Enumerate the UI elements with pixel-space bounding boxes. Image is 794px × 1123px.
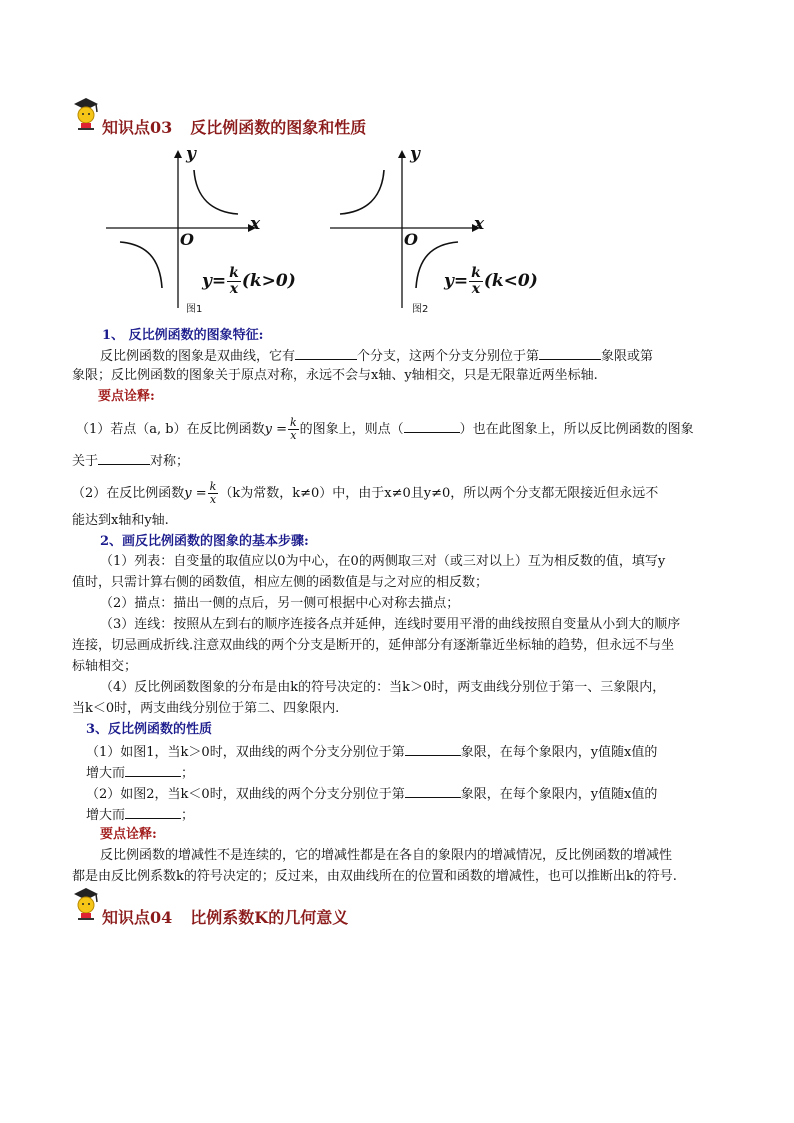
section-1-key-1-cont [72, 451, 189, 471]
key-1-text-a: （1）若点（a, b）在反比例函数 [76, 422, 265, 437]
figure-2-fraction [469, 266, 483, 297]
key-2-text-a: （2）在反比例函数 [72, 486, 185, 501]
symmetric-point-blank [404, 419, 460, 433]
section-2-line-8: 当k＜0时，两支曲线分别位于第二、四象限内. [72, 701, 340, 716]
kp03-icon [70, 96, 100, 132]
figure-2-condition: (k<0) [483, 271, 538, 291]
section-3-key-line-1: 反比例函数的增减性不是连续的，它的增减性都是在各自的象限内的增减情况，反比例函数的增减性 [100, 848, 673, 863]
kp03-heading: 反比例函数的图象和性质 [190, 118, 367, 137]
key-1-text-d: 关于 [72, 454, 99, 469]
figure-1-frac-den: x [229, 281, 239, 297]
key-1-text-e: 对称； [150, 454, 190, 469]
figure-1-formula [202, 266, 296, 297]
figure-1-frac-num: k [229, 265, 239, 281]
item-2-text-a: （2）如图2，当k＜0时，双曲线的两个分支分别位于第 [86, 787, 405, 802]
section-1-para-line-1 [100, 346, 653, 366]
section-1-key-2 [72, 481, 658, 506]
item-2-text-d: ； [181, 808, 195, 823]
symmetry-center-blank [98, 451, 150, 465]
kp03-title [102, 115, 366, 138]
k-positive-quadrant-blank [405, 742, 461, 756]
k-negative-quadrant-blank [405, 784, 461, 798]
item-1-text-b: 象限，在每个象限内，y值随x值的 [460, 745, 658, 760]
figure-1-x-label: x [250, 214, 261, 234]
figure-2-formula-lhs: y= [444, 271, 469, 291]
section-3-item-1 [86, 742, 657, 762]
figure-1-formula-lhs: y= [202, 271, 227, 291]
figure-2-caption: 图2 [412, 304, 429, 315]
section-2-line-1: （1）列表：自变量的取值应以0为中心，在0的两侧取三对（或三对以上）互为相反数的值，填写y [100, 554, 666, 569]
section-1-key-2-cont: 能达到x轴和y轴. [72, 513, 169, 528]
section-2-line-7: （4）反比例函数图象的分布是由k的符号决定的：当k＞0时，两支曲线分别位于第一、三象限内， [100, 680, 666, 695]
key-1-text-b: 的图象上，则点（ [299, 422, 404, 437]
section-2-heading: 2、画反比例函数的图象的基本步骤: [100, 534, 309, 549]
kp04-title [102, 905, 348, 928]
section-3-item-2-cont [86, 805, 194, 825]
section-3-item-2 [86, 784, 657, 804]
key-1-text-c: ）也在此图象上，所以反比例函数的图象 [459, 422, 694, 437]
section-2-line-2: 值时，只需计算右侧的函数值，相应左侧的函数值是与之对应的相反数； [72, 575, 489, 590]
key-2-text-b: （k为常数，k≠0）中，由于x≠0且y≠0，所以两个分支都无限接近但永远不 [219, 486, 659, 501]
figure-1-condition: (k>0) [241, 271, 296, 291]
key-2-formula: y = $\frac{k}{x}$ [184, 480, 217, 506]
section-2-line-3: （2）描点：描出一侧的点后，另一侧可根据中心对称去描点； [100, 596, 460, 611]
key-1-fraction: $\frac{k}{x}$ [289, 416, 297, 442]
figure-1-origin: O [180, 230, 194, 249]
section-1-key-1 [76, 417, 694, 442]
section-3-key-line-2: 都是由反比例系数k的符号决定的；反过来，由双曲线所在的位置和函数的增减性，也可以推断出k的符号. [72, 869, 677, 884]
figure-2-frac-den: x [471, 281, 481, 297]
kp04-heading: 比例系数K的几何意义 [190, 908, 349, 927]
section-1-text-a: 反比例函数的图象是双曲线，它有 [100, 349, 296, 364]
figure-1-y-label: y [186, 144, 196, 164]
figure-1-caption: 图1 [186, 304, 203, 315]
section-1-text-c: 象限或第 [601, 349, 654, 364]
item-1-text-d: ； [181, 766, 195, 781]
item-1-text-a: （1）如图1，当k＞0时，双曲线的两个分支分别位于第 [86, 745, 405, 760]
figure-2-formula [444, 266, 538, 297]
section-2-line-6: 标轴相交； [72, 659, 138, 674]
section-1-key-heading: 要点诠释: [98, 389, 155, 404]
section-1-para-line-2: 象限；反比例函数的图象关于原点对称，永远不会与x轴、y轴相交，只是无限靠近两坐标轴. [72, 368, 598, 383]
branch-count-blank [295, 346, 357, 360]
figure-2-origin: O [404, 230, 418, 249]
key-2-fraction: $\frac{k}{x}$ [209, 480, 217, 506]
item-2-text-b: 象限，在每个象限内，y值随x值的 [460, 787, 658, 802]
section-1-heading: 1、 反比例函数的图象特征: [102, 328, 264, 343]
k-negative-trend-blank [125, 805, 181, 819]
section-3-heading: 3、反比例函数的性质 [86, 722, 213, 737]
item-1-text-c: 增大而 [86, 766, 126, 781]
kp04-number: 知识点04 [102, 908, 173, 927]
key-1-formula: y = $\frac{k}{x}$ [264, 416, 297, 442]
figure-2-frac-num: k [471, 265, 481, 281]
figure-2-x-label: x [474, 214, 485, 234]
kp03-number: 知识点03 [102, 118, 173, 137]
quadrant-blank-1 [539, 346, 601, 360]
section-2-line-4: （3）连线：按照从左到右的顺序连接各点并延伸，连线时要用平滑的曲线按照自变量从小到大的顺序 [100, 617, 681, 632]
item-2-text-c: 增大而 [86, 808, 126, 823]
figure-2 [326, 140, 546, 320]
figure-2-y-label: y [410, 144, 420, 164]
section-3-key-heading: 要点诠释: [100, 827, 157, 842]
figure-1-fraction [227, 266, 241, 297]
k-positive-trend-blank [125, 763, 181, 777]
figure-1 [100, 140, 320, 320]
section-3-item-1-cont [86, 763, 194, 783]
kp04-icon [70, 886, 100, 922]
section-1-text-b: 个分支，这两个分支分别位于第 [357, 349, 540, 364]
section-2-line-5: 连接，切忌画成折线.注意双曲线的两个分支是断开的，延伸部分有逐渐靠近坐标轴的趋势，但永远不与坐 [72, 638, 675, 653]
